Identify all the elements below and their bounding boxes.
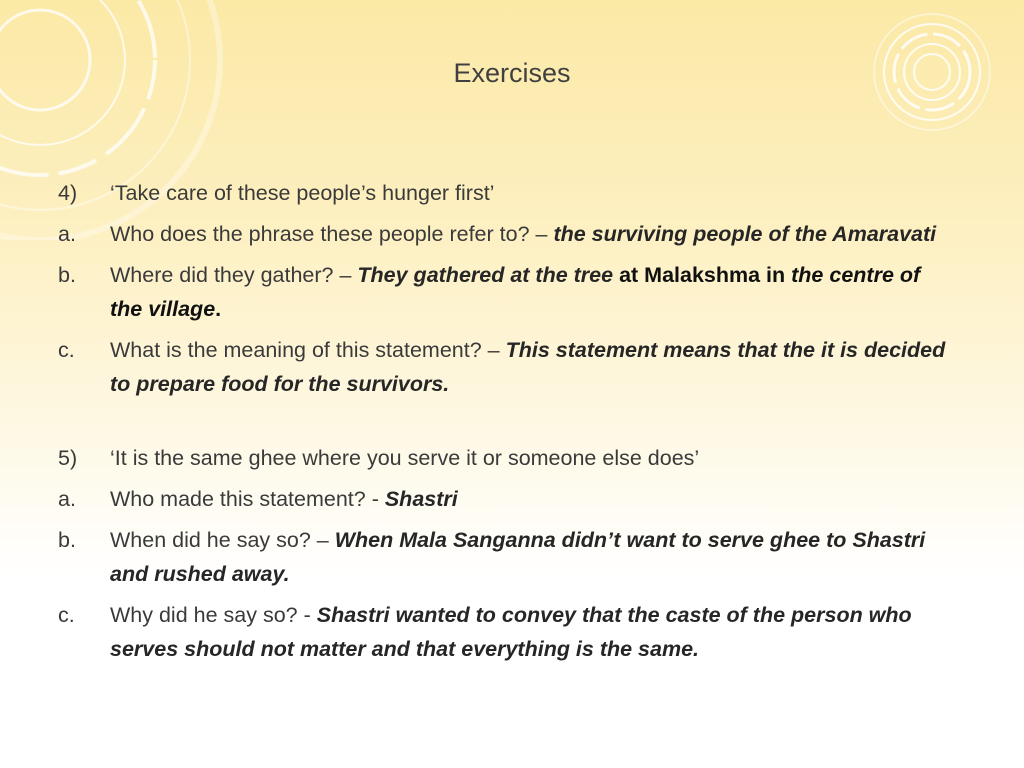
sub-question: Who made this statement? - xyxy=(110,487,385,511)
sub-question: Why did he say so? - xyxy=(110,603,317,627)
question-quote: ‘It is the same ghee where you serve it or someone else does’ xyxy=(110,446,700,470)
item-marker: c. xyxy=(58,338,75,362)
sub-question: What is the meaning of this statement? – xyxy=(110,338,506,362)
question-4a xyxy=(58,217,958,251)
question-4b xyxy=(58,258,958,326)
item-marker: a. xyxy=(58,222,76,246)
question-5 xyxy=(58,441,958,475)
item-marker: c. xyxy=(58,603,75,627)
question-4c xyxy=(58,333,958,401)
answer-text-bold: at Malakshma in xyxy=(619,263,786,287)
question-4 xyxy=(58,176,958,210)
answer-period: . xyxy=(215,297,222,321)
spacer xyxy=(58,408,958,441)
slide-body xyxy=(58,176,958,673)
answer-text: the surviving people of the Amaravati xyxy=(553,222,937,246)
answer-text: Shastri xyxy=(384,487,458,511)
item-marker: a. xyxy=(58,487,76,511)
question-quote: ‘Take care of these people’s hunger first’ xyxy=(110,181,495,205)
answer-text-italic: They gathered at the tree xyxy=(357,263,620,287)
question-5c xyxy=(58,598,958,666)
answer-text: This statement means that the it is decided to prepare food for the survivors. xyxy=(110,338,946,396)
sub-question: Where did they gather? – xyxy=(110,263,358,287)
question-number: 5) xyxy=(58,446,78,470)
answer-text: Shastri wanted to convey that the caste of the person who serves should not matter and that everything is the same. xyxy=(110,603,912,661)
item-marker: b. xyxy=(58,528,76,552)
question-number: 4) xyxy=(58,181,78,205)
sub-question: When did he say so? – xyxy=(110,528,335,552)
slide-title: Exercises xyxy=(453,58,571,88)
item-marker: b. xyxy=(58,263,76,287)
sub-question: Who does the phrase these people refer to? – xyxy=(110,222,554,246)
question-5b xyxy=(58,523,958,591)
answer-text-tail: the centre of the village xyxy=(110,263,921,321)
question-5a xyxy=(58,482,958,516)
answer-text: When Mala Sanganna didn’t want to serve ghee to Shastri and rushed away. xyxy=(110,528,926,586)
